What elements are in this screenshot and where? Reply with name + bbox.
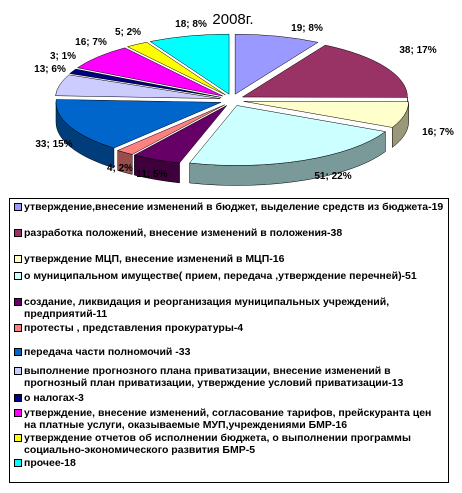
slice-data-label: 3; 1% [49,51,77,62]
legend-label: о муниципальном имуществе( прием, передача ,утверждение перечней)-51 [24,270,417,282]
slice-data-label: 16; 7% [422,127,454,138]
slice-data-label: 5; 2% [114,27,142,38]
legend-swatch [14,348,22,356]
chart-title: 2008г. [212,11,254,28]
legend-swatch [14,203,22,211]
legend-label: утверждение,внесение изменений в бюджет, выделение средств из бюджета-19 [24,201,444,213]
legend-label: утверждение, внесение изменений, согласование тарифов, прейскуранта цен на платные услуги, оказываемые МУП,учреждениями БМР-16 [24,407,432,431]
legend-swatch [14,229,22,237]
legend [9,198,449,483]
slice-data-label: 13; 6% [34,64,66,75]
legend-label: протесты , представления прокуратуры-4 [24,322,244,334]
legend-label: утверждение отчетов об исполнении бюджета, о выполнении программы социально-экономического развития БМР-5 [24,432,411,456]
legend-label: создание, ликвидация и реорганизация муниципальных учреждений, предприятий-11 [24,296,390,320]
legend-label: утверждение МЦП, внесение изменений в МЦП-16 [24,253,285,265]
slice-data-label: 4; 2% [106,163,134,174]
legend-swatch [14,434,22,442]
slice-data-label: 18; 8% [175,19,207,30]
legend-swatch [14,298,22,306]
legend-label: передача части полномочий -33 [24,346,191,358]
legend-label: выполнение прогнозного плана приватизации, внесение изменений в прогнозный план приватизации, утверждение условий приватизации-13 [24,365,404,389]
slice-data-label: 11; 5% [136,169,168,180]
slice-data-label: 19; 8% [291,23,323,34]
slice-data-label: 51; 22% [314,171,352,182]
pie-chart [0,0,462,200]
legend-swatch [14,367,22,375]
legend-swatch [14,459,22,467]
legend-label: разработка положений, внесение изменений в положения-38 [24,227,343,239]
legend-swatch [14,255,22,263]
slice-data-label: 38; 17% [399,45,437,56]
legend-swatch [14,272,22,280]
legend-swatch [14,324,22,332]
slice-data-label: 33; 15% [35,139,73,150]
legend-label: прочее-18 [24,457,76,469]
legend-swatch [14,409,22,417]
legend-label: о налогах-3 [24,392,84,404]
legend-swatch [14,394,22,402]
slice-data-label: 16; 7% [75,37,107,48]
